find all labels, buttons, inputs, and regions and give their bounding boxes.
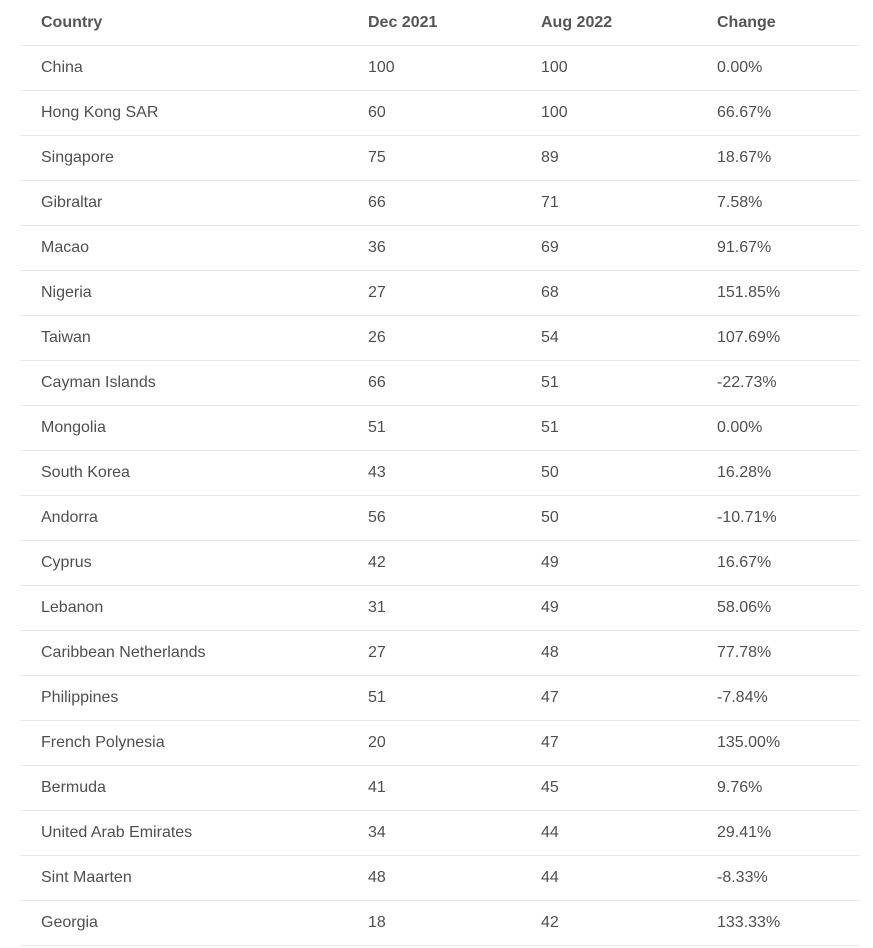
cell-dec-2021: 51: [347, 406, 520, 451]
cell-change: 7.58%: [696, 181, 860, 226]
cell-country: Sint Maarten: [20, 856, 347, 901]
cell-change: 29.41%: [696, 811, 860, 856]
cell-change: -10.71%: [696, 496, 860, 541]
cell-dec-2021: 18: [347, 901, 520, 946]
cell-aug-2022: 44: [520, 811, 696, 856]
table-row: [20, 136, 860, 181]
table-row: [20, 541, 860, 586]
cell-aug-2022: 50: [520, 496, 696, 541]
column-header-dec-2021[interactable]: Dec 2021: [347, 0, 520, 46]
cell-aug-2022: 49: [520, 586, 696, 631]
table-header: [20, 0, 860, 46]
table-row: [20, 856, 860, 901]
cell-aug-2022: 47: [520, 676, 696, 721]
cell-country: Caribbean Netherlands: [20, 631, 347, 676]
cell-country: Singapore: [20, 136, 347, 181]
table-row: [20, 46, 860, 91]
cell-change: 135.00%: [696, 721, 860, 766]
cell-country: Andorra: [20, 496, 347, 541]
header-row: [20, 0, 860, 46]
cell-dec-2021: 26: [347, 316, 520, 361]
cell-dec-2021: 27: [347, 631, 520, 676]
table-row: [20, 316, 860, 361]
cell-aug-2022: 51: [520, 406, 696, 451]
cell-change: 16.28%: [696, 451, 860, 496]
cell-aug-2022: 51: [520, 361, 696, 406]
cell-change: -22.73%: [696, 361, 860, 406]
cell-dec-2021: 20: [347, 721, 520, 766]
table-row: [20, 631, 860, 676]
table-row: [20, 811, 860, 856]
cell-country: Taiwan: [20, 316, 347, 361]
cell-aug-2022: 50: [520, 451, 696, 496]
cell-country: Cyprus: [20, 541, 347, 586]
cell-change: 18.67%: [696, 136, 860, 181]
cell-change: 77.78%: [696, 631, 860, 676]
cell-aug-2022: 100: [520, 46, 696, 91]
cell-change: -7.84%: [696, 676, 860, 721]
cell-dec-2021: 60: [347, 91, 520, 136]
column-header-aug-2022[interactable]: Aug 2022: [520, 0, 696, 46]
cell-country: French Polynesia: [20, 721, 347, 766]
cell-aug-2022: 49: [520, 541, 696, 586]
cell-aug-2022: 68: [520, 271, 696, 316]
cell-dec-2021: 41: [347, 766, 520, 811]
cell-country: Macao: [20, 226, 347, 271]
table-row: [20, 271, 860, 316]
cell-aug-2022: 89: [520, 136, 696, 181]
table-row: [20, 406, 860, 451]
table-body: [20, 46, 860, 946]
table-row: [20, 496, 860, 541]
cell-aug-2022: 45: [520, 766, 696, 811]
table-row: [20, 451, 860, 496]
table-row: [20, 226, 860, 271]
cell-change: 16.67%: [696, 541, 860, 586]
cell-dec-2021: 66: [347, 361, 520, 406]
cell-dec-2021: 100: [347, 46, 520, 91]
cell-country: Cayman Islands: [20, 361, 347, 406]
cell-aug-2022: 44: [520, 856, 696, 901]
cell-country: Georgia: [20, 901, 347, 946]
cell-country: Nigeria: [20, 271, 347, 316]
cell-change: 107.69%: [696, 316, 860, 361]
cell-change: -8.33%: [696, 856, 860, 901]
cell-aug-2022: 47: [520, 721, 696, 766]
cell-dec-2021: 42: [347, 541, 520, 586]
cell-country: South Korea: [20, 451, 347, 496]
cell-country: Gibraltar: [20, 181, 347, 226]
table-row: [20, 721, 860, 766]
cell-dec-2021: 36: [347, 226, 520, 271]
cell-dec-2021: 31: [347, 586, 520, 631]
cell-country: United Arab Emirates: [20, 811, 347, 856]
table-row: [20, 181, 860, 226]
cell-change: 0.00%: [696, 406, 860, 451]
data-table-container: [20, 0, 860, 946]
cell-change: 66.67%: [696, 91, 860, 136]
cell-change: 133.33%: [696, 901, 860, 946]
column-header-change[interactable]: Change: [696, 0, 860, 46]
cell-country: Hong Kong SAR: [20, 91, 347, 136]
cell-change: 9.76%: [696, 766, 860, 811]
table-row: [20, 766, 860, 811]
cell-dec-2021: 51: [347, 676, 520, 721]
table-row: [20, 91, 860, 136]
cell-aug-2022: 48: [520, 631, 696, 676]
cell-dec-2021: 48: [347, 856, 520, 901]
cell-dec-2021: 43: [347, 451, 520, 496]
country-change-table: [20, 0, 860, 946]
cell-dec-2021: 27: [347, 271, 520, 316]
cell-change: 58.06%: [696, 586, 860, 631]
cell-change: 0.00%: [696, 46, 860, 91]
table-row: [20, 901, 860, 946]
cell-dec-2021: 66: [347, 181, 520, 226]
cell-country: Mongolia: [20, 406, 347, 451]
cell-dec-2021: 34: [347, 811, 520, 856]
table-row: [20, 676, 860, 721]
cell-change: 91.67%: [696, 226, 860, 271]
cell-aug-2022: 42: [520, 901, 696, 946]
cell-dec-2021: 75: [347, 136, 520, 181]
cell-country: Philippines: [20, 676, 347, 721]
cell-country: Lebanon: [20, 586, 347, 631]
column-header-country[interactable]: Country: [20, 0, 347, 46]
cell-country: China: [20, 46, 347, 91]
cell-aug-2022: 69: [520, 226, 696, 271]
cell-aug-2022: 54: [520, 316, 696, 361]
cell-country: Bermuda: [20, 766, 347, 811]
cell-change: 151.85%: [696, 271, 860, 316]
table-row: [20, 586, 860, 631]
table-row: [20, 361, 860, 406]
cell-aug-2022: 100: [520, 91, 696, 136]
cell-dec-2021: 56: [347, 496, 520, 541]
cell-aug-2022: 71: [520, 181, 696, 226]
